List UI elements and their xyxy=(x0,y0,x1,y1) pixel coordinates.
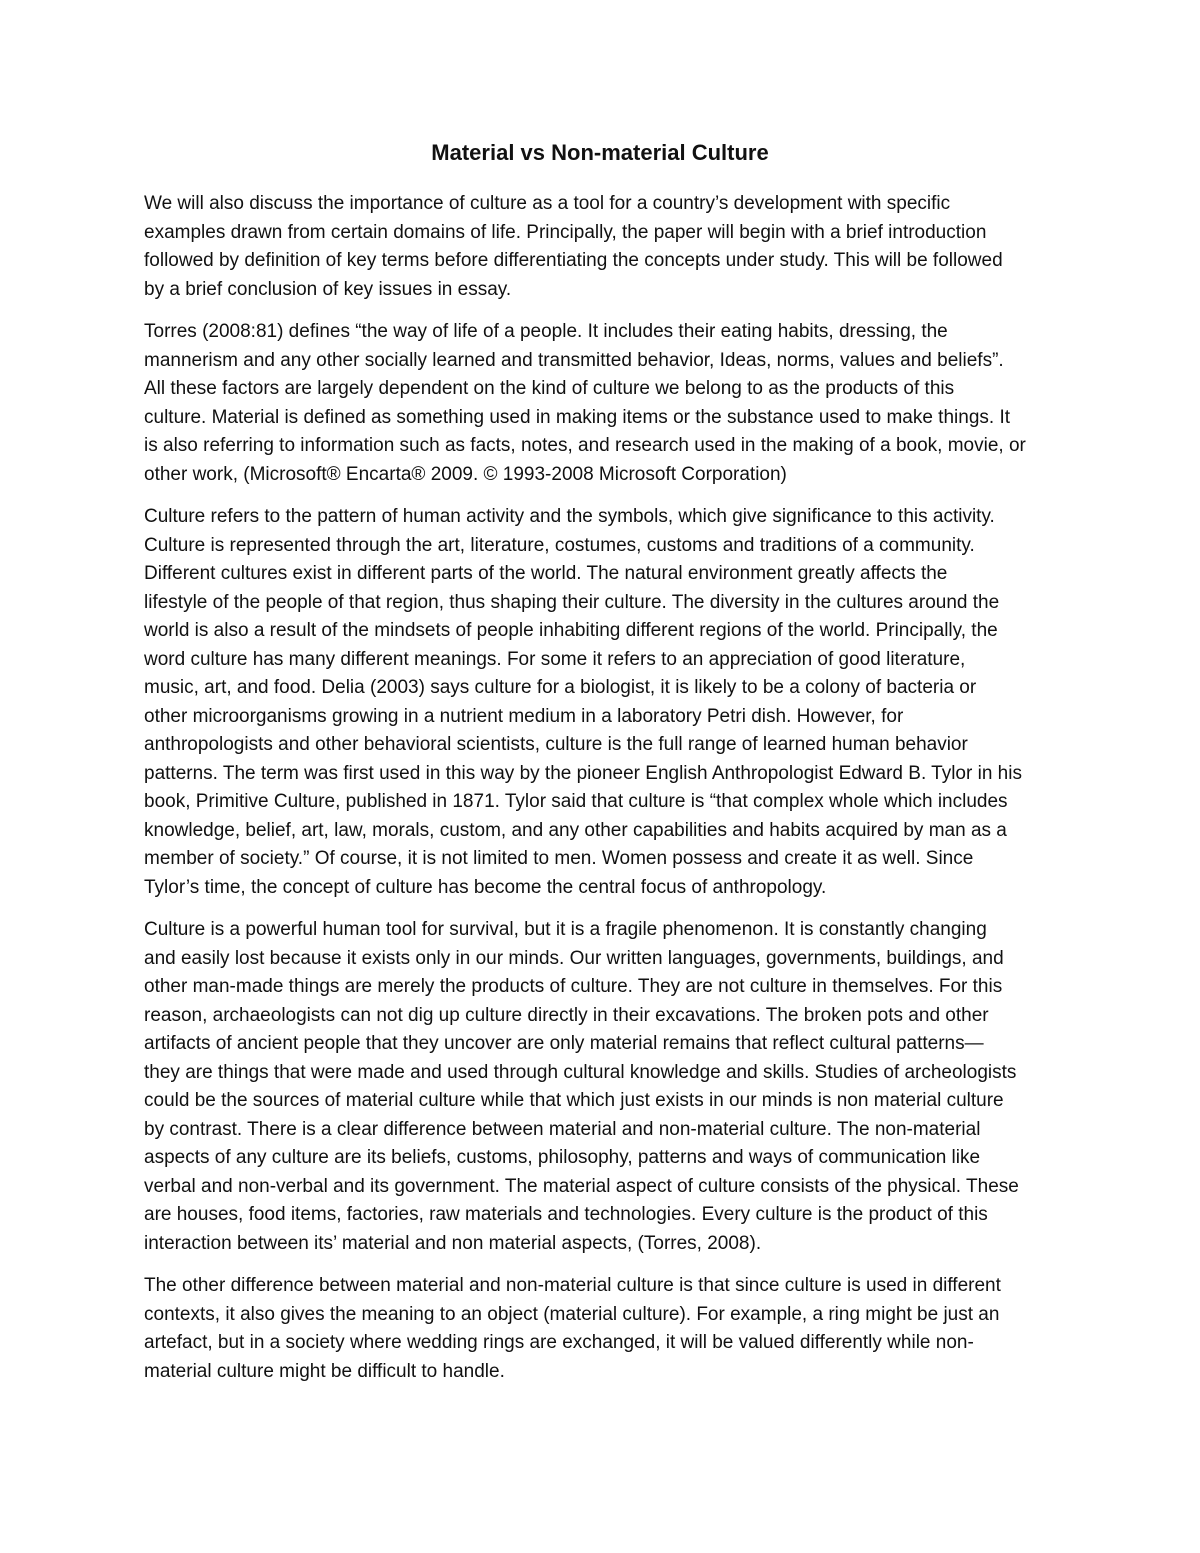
paragraph-line: music, art, and food. Delia (2003) says culture for a biologist, it is likely to be a colony of bacteria or xyxy=(144,677,977,699)
paragraph-line: Culture refers to the pattern of human activity and the symbols, which give significance to this activity. xyxy=(144,506,995,528)
paragraph-line: contexts, it also gives the meaning to an object (material culture). For example, a ring might be just an xyxy=(144,1303,1000,1325)
paragraph-line: All these factors are largely dependent on the kind of culture we belong to as the products of this xyxy=(144,378,955,400)
paragraph-line: other work, (Microsoft® Encarta® 2009. © 1993-2008 Microsoft Corporation) xyxy=(144,463,787,485)
document-title: Material vs Non-material Culture xyxy=(431,140,769,165)
paragraph-line: artifacts of ancient people that they uncover are only material remains that reflect cultural patterns— xyxy=(144,1033,984,1055)
paragraph-line: culture. Material is defined as something used in making items or the substance used to make things. It xyxy=(144,406,1011,428)
paragraph-line: word culture has many different meanings. For some it refers to an appreciation of good literature, xyxy=(144,648,966,670)
document-page xyxy=(144,140,1056,1400)
paragraph-line: artefact, but in a society where wedding rings are exchanged, it will be valued differently while non- xyxy=(144,1332,974,1354)
paragraph-line: book, Primitive Culture, published in 1871. Tylor said that culture is “that complex whole which includes xyxy=(144,791,1008,813)
paragraph-line: is also referring to information such as facts, notes, and research used in the making of a book, movie, or xyxy=(144,435,1026,457)
paragraph-line: by contrast. There is a clear difference between material and non-material culture. The non-material xyxy=(144,1118,981,1140)
paragraph-line: could be the sources of material culture while that which just exists in our minds is non material culture xyxy=(144,1090,1004,1112)
paragraph-line: by a brief conclusion of key issues in essay. xyxy=(144,278,512,300)
paragraph-line: interaction between its’ material and non material aspects, (Torres, 2008). xyxy=(144,1232,762,1254)
paragraph-line: member of society.” Of course, it is not limited to men. Women possess and create it as well. Since xyxy=(144,848,974,870)
paragraph-line: Torres (2008:81) defines “the way of life of a people. It includes their eating habits, dressing, the xyxy=(144,321,948,343)
paragraph-line: Tylor’s time, the concept of culture has become the central focus of anthropology. xyxy=(144,876,827,898)
paragraph-line: We will also discuss the importance of culture as a tool for a country’s development with specific xyxy=(144,193,951,215)
paragraph-line: Culture is a powerful human tool for survival, but it is a fragile phenomenon. It is constantly changing xyxy=(144,919,987,941)
paragraph-2 xyxy=(144,318,1056,489)
paragraph-line: they are things that were made and used through cultural knowledge and skills. Studies of archeologists xyxy=(144,1061,1017,1083)
paragraph-line: mannerism and any other socially learned and transmitted behavior, Ideas, norms, values and beliefs”. xyxy=(144,349,1004,371)
paragraph-line: The other difference between material and non-material culture is that since culture is used in different xyxy=(144,1275,1001,1297)
paragraph-5 xyxy=(144,1272,1056,1386)
paragraph-line: Culture is represented through the art, literature, costumes, customs and traditions of a community. xyxy=(144,534,975,556)
paragraph-1 xyxy=(144,190,1056,304)
paragraph-4 xyxy=(144,916,1056,1258)
paragraph-line: lifestyle of the people of that region, thus shaping their culture. The diversity in the cultures around the xyxy=(144,591,1000,613)
paragraph-line: examples drawn from certain domains of life. Principally, the paper will begin with a brief introduction xyxy=(144,221,987,243)
paragraph-line: aspects of any culture are its beliefs, customs, philosophy, patterns and ways of communication like xyxy=(144,1147,981,1169)
paragraph-line: knowledge, belief, art, law, morals, custom, and any other capabilities and habits acquired by man as a xyxy=(144,819,1007,841)
paragraph-line: anthropologists and other behavioral scientists, culture is the full range of learned human behavior xyxy=(144,734,968,756)
paragraph-line: and easily lost because it exists only in our minds. Our written languages, governments, buildings, and xyxy=(144,947,1004,969)
paragraph-line: world is also a result of the mindsets of people inhabiting different regions of the world. Principally, the xyxy=(144,620,998,642)
paragraph-line: are houses, food items, factories, raw materials and technologies. Every culture is the product of this xyxy=(144,1204,988,1226)
paragraph-line: other man-made things are merely the products of culture. They are not culture in themselves. For this xyxy=(144,976,1003,998)
paragraph-line: other microorganisms growing in a nutrient medium in a laboratory Petri dish. However, for xyxy=(144,705,904,727)
paragraph-line: verbal and non-verbal and its government. The material aspect of culture consists of the physical. These xyxy=(144,1175,1019,1197)
paragraph-line: patterns. The term was first used in this way by the pioneer English Anthropologist Edward B. Tylor in his xyxy=(144,762,1022,784)
paragraph-3 xyxy=(144,503,1056,902)
paragraph-line: followed by definition of key terms before differentiating the concepts under study. This will be followed xyxy=(144,250,1003,272)
paragraph-line: Different cultures exist in different parts of the world. The natural environment greatly affects the xyxy=(144,563,948,585)
paragraph-line: material culture might be difficult to handle. xyxy=(144,1360,505,1382)
paragraph-line: reason, archaeologists can not dig up culture directly in their excavations. The broken pots and other xyxy=(144,1004,989,1026)
